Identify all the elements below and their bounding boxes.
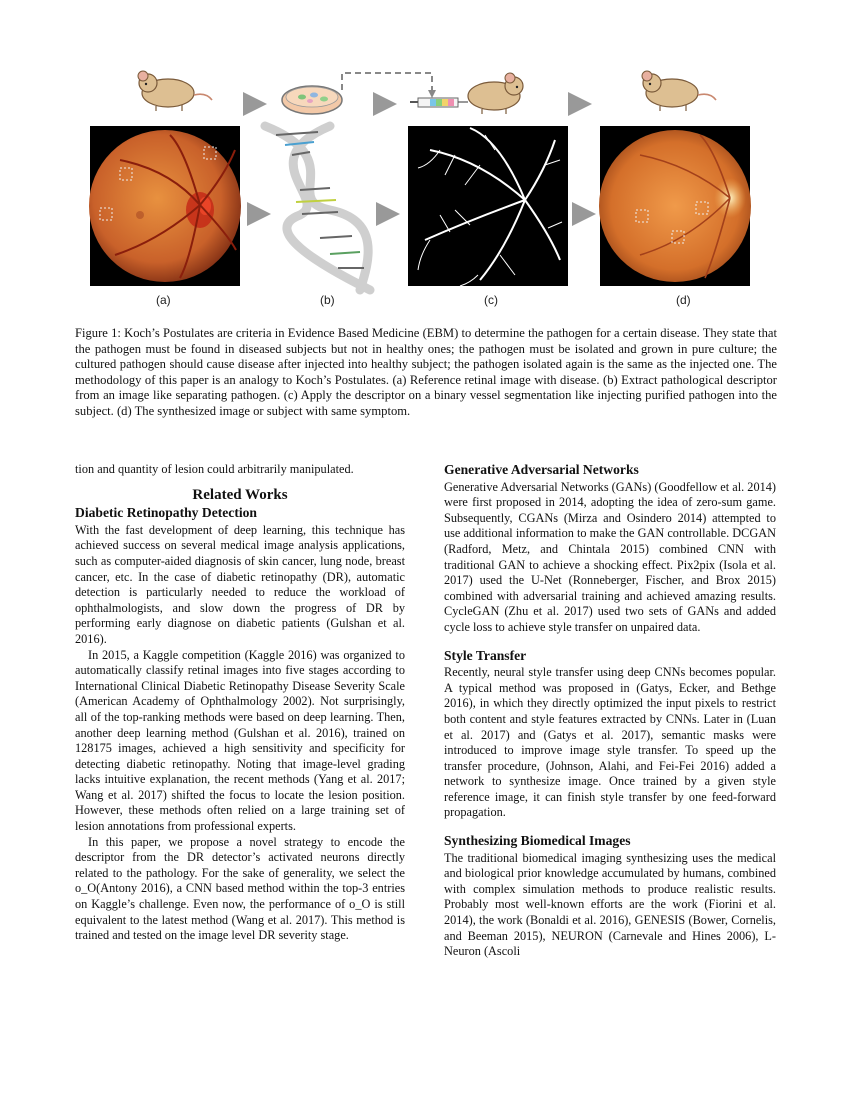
dna-rungs [276, 132, 364, 268]
subsection-title-dr-detection: Diabetic Retinopathy Detection [75, 505, 257, 521]
paragraph: In 2015, a Kaggle competition (Kaggle 2016) was organized to automatically classify retinal images into five stages according to International Clinical Diabetic Retinopathy Disease Severity Scale (American Academy of Ophthalmology 2002). Not surprisingly, all of the top-ranking methods were based on deep learning. Then, another deep learning method (Gulshan et al. 2016), trained on 128175 images, achieved a high sensitivity and specificity for detecting diabetic retinopathy. Noting that image-level grading lacks intuitive explanation, the recent methods (Yang et al. 2017; Wang et al. 2017) shifted the focus to locate the lesion position. However, these methods often relied on a large training set of lesion annotations from professional experts. [75, 647, 405, 834]
petri-dish-icon [282, 86, 342, 114]
mouse-icon-left [138, 71, 212, 111]
panel-label-a: (a) [156, 293, 171, 307]
dashed-connector [342, 73, 432, 93]
figure-caption: Figure 1: Koch’s Postulates are criteria in Evidence Based Medicine (EBM) to determine the pathogen for a certain disease. They state that the pathogen must be found in diseased subjects but not in healthy ones; the pathogen must be isolated and grown in pure culture; the cultured pathogen should cause disease after injected into healthy subject; the pathogen isolated again is the same as the injected one. The methodology of this paper is an analogy to Koch’s Postulates. (a) Reference retinal image with disease. (b) Extract pathological descriptor from an image like separating pathogen. (c) Apply the descriptor on a binary vessel segmentation like injecting purified pathogen into the subject. (d) The synthesized image or subject with same symptom. [75, 326, 777, 418]
panel-d-synthesized-retina [599, 126, 751, 286]
panel-a-retina-image [89, 126, 241, 286]
continuation-text: tion and quantity of lesion could arbitrarily manipulated. [75, 462, 354, 476]
panel-label-b: (b) [320, 293, 335, 307]
left-column [75, 462, 405, 944]
syringe-icon [410, 98, 468, 107]
panel-label-c: (c) [484, 293, 498, 307]
mouse-icon-right [642, 71, 716, 111]
paragraph: With the fast development of deep learning, this technique has achieved success on several medical image analysis applications, such as computer-aided diagnosis of skin cancer, lung node, breast cancer, etc. In the case of diabetic retinopathy (DR), automatic detection is particularly needed to reduce the workload of ophthalmologists, and slow down the progress of DR by performing early diagnose on diabetic patients (Gulshan et al. 2016). [75, 522, 405, 646]
paragraph: Recently, neural style transfer using deep CNNs becomes popular. A typical method was proposed in (Gatys, Ecker, and Bethge 2016), in which they directly optimized the input pixels to restrict both content and style features extracted by CNNs. Later in (Luan et al. 2017) and (Gatys et al. 2017), semantic masks were introduced to improve image style transfer. To speed up the transfer procedure, (Johnson, Alahi, and Fei-Fei 2016) added a network to synthesize image. Once trained by a given style reference image, it can finish style transfer by one feed-forward propagation. [444, 665, 776, 820]
panel-label-d: (d) [676, 293, 691, 307]
dashed-arrow-head-icon [428, 90, 436, 98]
paragraph: The traditional biomedical imaging synthesizing uses the medical and biological prior knowledge accumulated by humans, combined with complex simulation methods to produce realistic results. Probably most well-known efforts are the work (Fiorini et al. 2014), the work (Bonaldi et al. 2016), GENESIS (Bower, Cornelis, and Beeman 2015), NEURON (Carnevale and Hines 2006), L-Neuron (Ascoli [444, 850, 776, 959]
figure-1 [0, 0, 850, 320]
figure-svg [0, 0, 850, 320]
panel-b-dna-descriptor [265, 126, 370, 290]
panel-c-vessel-segmentation [408, 126, 568, 286]
subsection-title-gan: Generative Adversarial Networks [444, 462, 639, 477]
paragraph: In this paper, we propose a novel strategy to encode the descriptor from the DR detector’s activated neurons directly related to the pathology. For the sake of generality, we select the o_O(Antony 2016), a CNN based method within the top-3 entries on Kaggle’s challenge. Even now, the performance of o_O is still equivalent to the latest method (Wang et al. 2017). This method is trained and tested on the image level DR severity stage. [75, 834, 405, 943]
right-column [444, 462, 776, 960]
subsection-title-style-transfer: Style Transfer [444, 647, 527, 663]
mouse-icon-middle [468, 73, 523, 114]
paragraph: Generative Adversarial Networks (GANs) (Goodfellow et al. 2014) were first proposed in 2014, adopting the idea of zero-sum game. Subsequently, CGANs (Mirza and Osindero 2014) attempted to use additional information to make the GAN controllable. DCGAN (Radford, Metz, and Chintala 2015) combined CNN with traditional GAN to achieve a shocking effect. Pix2pix (Isola et al. 2017) used the U-Net (Ronneberger, Fischer, and Brox 2015) combined with adversarial training and achieved amazing results. CycleGAN (Zhu et al. 2017) used two sets of GANs and added cycle loss to achieve style transfer on unpaired data. [444, 479, 776, 634]
subsection-title-synthesizing: Synthesizing Biomedical Images [444, 833, 631, 849]
section-title-related-works: Related Works [192, 486, 288, 503]
